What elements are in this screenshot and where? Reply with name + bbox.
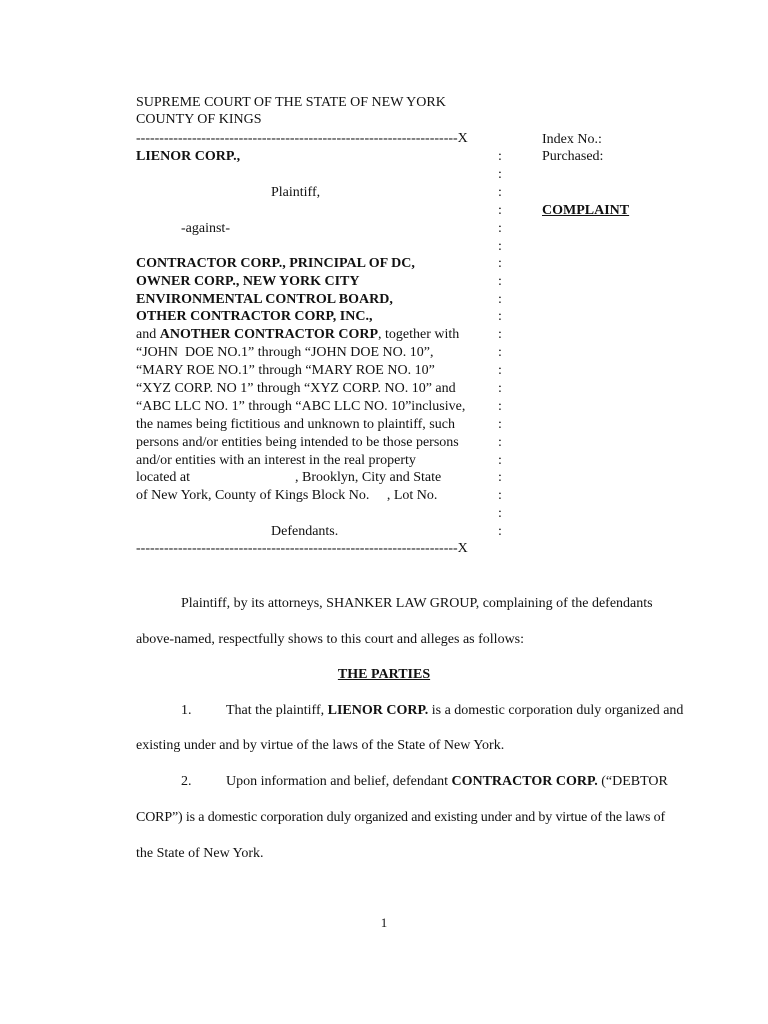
purchased-label: Purchased: [542,149,604,164]
caption-colon: : [498,345,502,360]
caption-colon: : [498,167,502,182]
intro-line-1: Plaintiff, by its attorneys, SHANKER LAW GROUP, complaining of the defendants [181,596,653,611]
caption-colon: : [498,327,502,342]
defendant-line: “ABC LLC NO. 1” through “ABC LLC NO. 10”inclusive, [136,399,466,414]
paragraph-text: is a domestic corporation duly organized and [428,703,684,718]
caption-colon: : [498,292,502,307]
defendant-line: the names being fictitious and unknown to plaintiff, such [136,417,455,432]
defendant-line: “JOHN DOE NO.1” through “JOHN DOE NO. 10”, [136,345,434,360]
paragraph-number: 1. [181,703,192,718]
defendant-line: OWNER CORP., NEW YORK CITY [136,274,360,289]
document-type: COMPLAINT [542,203,630,218]
caption-colon: : [498,221,502,236]
caption-colon: : [498,399,502,414]
caption-colon: : [498,256,502,271]
page-number: 1 [380,915,388,930]
paragraph-text: Upon information and belief, defendant [226,774,452,789]
index-number-label: Index No.: [542,132,602,147]
defendant-line: of New York, County of Kings Block No. , Lot No. [136,488,438,503]
defendant-line: CONTRACTOR CORP., PRINCIPAL OF DC, [136,256,415,271]
plaintiff-role: Plaintiff, [271,185,321,200]
defendant-line: OTHER CONTRACTOR CORP, INC., [136,309,373,324]
caption-colon: : [498,470,502,485]
defendant-line: located at , Brooklyn, City and State [136,470,442,485]
paragraph-2-line-1 [226,773,668,791]
paragraph-1-line-1 [226,702,683,720]
defendant-suffix: , together with [378,327,460,342]
caption-colon: : [498,488,502,503]
caption-colon: : [498,239,502,254]
party-name: CONTRACTOR CORP. [451,774,598,789]
paragraph-1-line-2: existing under and by virtue of the laws of the State of New York. [136,738,505,753]
defendant-name: ANOTHER CONTRACTOR CORP [159,327,379,342]
caption-colon: : [498,185,502,200]
defendant-prefix: and [136,327,160,342]
defendants-role: Defendants. [271,524,339,539]
defendant-line: “XYZ CORP. NO 1” through “XYZ CORP. NO. 10” and [136,381,456,396]
caption-colon: : [498,506,502,521]
party-name: LIENOR CORP. [327,703,429,718]
caption-colon: : [498,417,502,432]
defendant-line: ENVIRONMENTAL CONTROL BOARD, [136,292,393,307]
plaintiff-name: LIENOR CORP., [136,149,241,164]
caption-bottom-rule: ---------------------------------------------------------------------X [136,541,468,556]
caption-colon: : [498,274,502,289]
paragraph-number: 2. [181,774,192,789]
caption-top-rule: ---------------------------------------------------------------------X [136,131,468,146]
section-heading: THE PARTIES [337,667,431,682]
caption-colon: : [498,203,502,218]
caption-colon: : [498,524,502,539]
defendant-line: and/or entities with an interest in the real property [136,453,416,468]
paragraph-2-line-2: CORP”) is a domestic corporation duly organized and existing under and by virtue of the laws of [136,810,666,825]
caption-colon: : [498,381,502,396]
defendant-line [136,326,459,344]
caption-colon: : [498,149,502,164]
court-name: SUPREME COURT OF THE STATE OF NEW YORK [136,95,446,110]
paragraph-2-line-3: the State of New York. [136,846,264,861]
against-label: -against- [181,221,230,236]
caption-colon: : [498,453,502,468]
intro-line-2: above-named, respectfully shows to this court and alleges as follows: [136,632,525,647]
paragraph-text: That the plaintiff, [226,703,328,718]
paragraph-text: (“DEBTOR [597,774,668,789]
county-name: COUNTY OF KINGS [136,112,262,127]
caption-colon: : [498,435,502,450]
defendant-line: “MARY ROE NO.1” through “MARY ROE NO. 10” [136,363,435,378]
defendant-line: persons and/or entities being intended to be those persons [136,435,459,450]
caption-colon: : [498,309,502,324]
caption-colon: : [498,363,502,378]
